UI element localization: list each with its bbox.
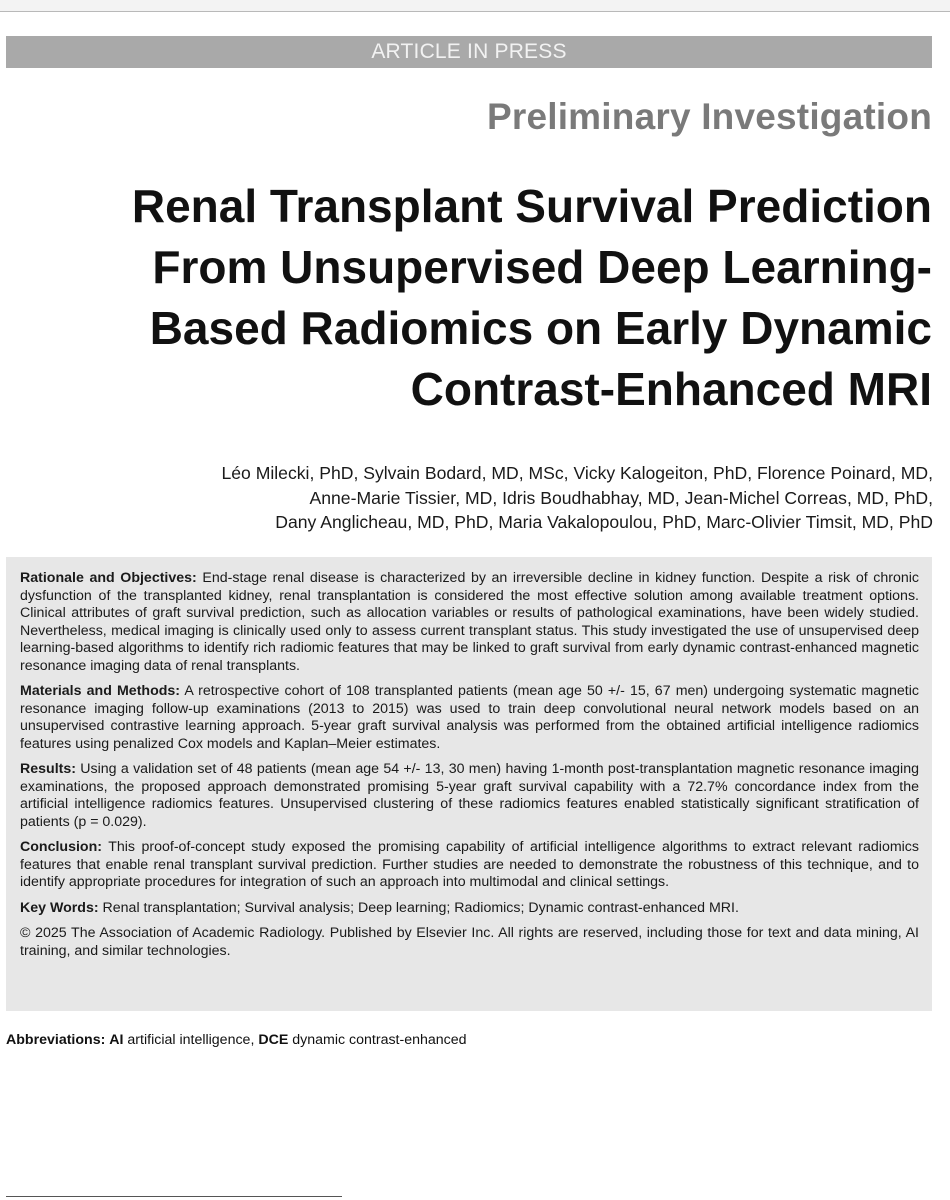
author-list — [33, 461, 933, 535]
conclusion-label: Conclusion: — [20, 839, 102, 855]
footnote-divider — [6, 1196, 342, 1197]
author-line: Anne-Marie Tissier, MD, Idris Boudhabhay, MD, Jean-Michel Correas, MD, PhD, — [309, 487, 933, 508]
abstract-methods — [20, 683, 919, 753]
author-line: Dany Anglicheau, MD, PhD, Maria Vakalopoulou, PhD, Marc-Olivier Timsit, MD, PhD — [275, 512, 933, 532]
abstract-conclusion — [20, 839, 919, 892]
rationale-label: Rationale and Objectives: — [20, 570, 197, 586]
abstract-box — [6, 557, 932, 1011]
title-line: Contrast-Enhanced MRI — [410, 363, 932, 415]
abstract-results — [20, 761, 919, 831]
abbreviations-line — [6, 1031, 932, 1049]
title-line: From Unsupervised Deep Learning- — [152, 241, 932, 293]
methods-text: A retrospective cohort of 108 transplanted patients (mean age 50 +/- 15, 67 men) undergoing systematic magnetic resonance imaging follow-up examinations (2013 to 2015) was used to train deep convolutional neural network models based on an unsupervised contrastive learning approach. 5-year graft survival analysis was performed from the obtained artificial intelligence radiomics features using penalized Cox models and Kaplan–Meier estimates. — [20, 683, 919, 752]
conclusion-text: This proof-of-concept study exposed the promising capability of artificial intelligence algorithms to extract relevant radiomics features that enable renal transplant survival prediction. Further studies are needed to demonstrate the robustness of this technique, and to identify appropriate procedures for integration of such an approach into multimodal and clinical settings. — [20, 839, 919, 890]
keywords-text: Renal transplantation; Survival analysis; Deep learning; Radiomics; Dynamic contrast-enhanced MRI. — [102, 899, 739, 916]
rationale-text: End-stage renal disease is characterized by an irreversible decline in kidney function. Despite a risk of chronic dysfunction of the transplanted kidney, renal transplantation is considered the most effective solution among available treatment options. Clinical attributes of graft survival prediction, such as allocation variables or results of pathological examinations, have been widely studied. Nevertheless, medical imaging is clinically used only to assess current transplant status. This study investigated the use of unsupervised deep learning-based algorithms to identify rich radiomic features that may be linked to graft survival from early dynamic contrast-enhanced magnetic resonance imaging data of renal transplants. — [20, 570, 919, 674]
top-divider — [0, 11, 950, 12]
page-top-edge — [0, 0, 950, 11]
author-line: Léo Milecki, PhD, Sylvain Bodard, MD, MSc, Vicky Kalogeiton, PhD, Florence Poinard, MD, — [221, 463, 933, 483]
abbreviation-term: AI — [109, 1032, 124, 1048]
results-text: Using a validation set of 48 patients (mean age 54 +/- 13, 30 men) having 1-month post-transplantation magnetic resonance imaging examinations, the proposed approach demonstrated promising 5-year graft survival capability with a 72.7% concordance index from the artificial intelligence radiomics features. Unsupervised clustering of these radiomics features enabled statistically significant stratification of patients (p = 0.029). — [20, 761, 919, 830]
abstract-keywords — [20, 900, 919, 918]
abbreviation-definition: artificial intelligence, — [127, 1032, 255, 1048]
article-title — [12, 176, 932, 420]
methods-label: Materials and Methods: — [20, 683, 181, 699]
article-in-press-banner: ARTICLE IN PRESS — [6, 36, 932, 68]
abstract-rationale — [20, 570, 919, 675]
results-label: Results: — [20, 761, 76, 777]
abbreviation-term: DCE — [258, 1032, 289, 1048]
abbreviations-label: Abbreviations: — [6, 1032, 106, 1048]
section-heading: Preliminary Investigation — [486, 96, 932, 137]
copyright-notice: © 2025 The Association of Academic Radiology. Published by Elsevier Inc. All rights are reserved, including those for text and data mining, AI training, and similar technologies. — [20, 925, 919, 959]
title-line: Renal Transplant Survival Prediction — [131, 180, 932, 232]
keywords-label: Key Words: — [20, 899, 99, 916]
abbreviation-definition: dynamic contrast-enhanced — [292, 1032, 467, 1048]
title-line: Based Radiomics on Early Dynamic — [149, 302, 932, 354]
